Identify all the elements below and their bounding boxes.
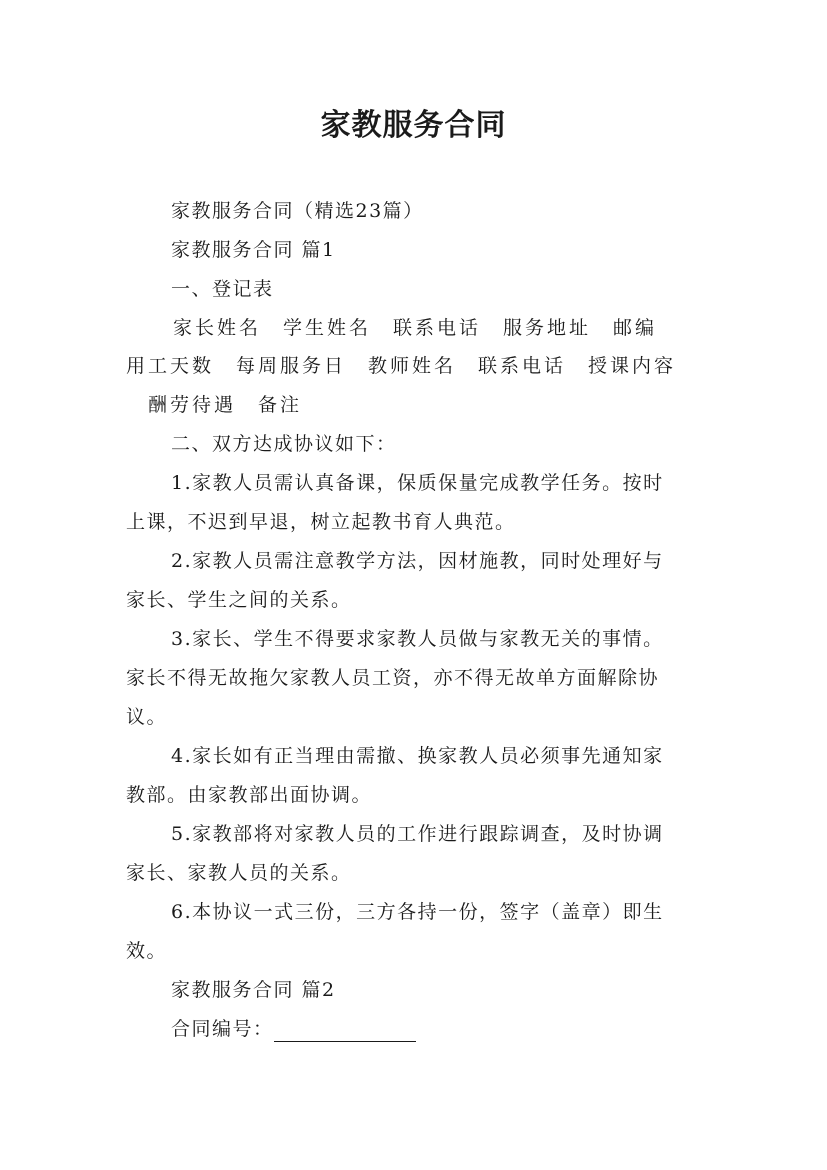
contract-number-row: [171, 1016, 416, 1042]
document-title: 家教服务合同: [320, 108, 507, 143]
clause-5-line-2: 家长、家教人员的关系。: [126, 862, 352, 884]
clause-1-line-1: 1.家教人员需认真备课，保质保量完成教学任务。按时: [171, 472, 664, 494]
article-1-heading: 家教服务合同 篇1: [171, 239, 336, 261]
clause-6-line-2: 效。: [126, 940, 168, 962]
clause-5-line-1: 5.家教部将对家教人员的工作进行跟踪调查，及时协调: [171, 823, 664, 845]
contract-number-label: 合同编号：: [171, 1018, 274, 1040]
clause-2-line-1: 2.家教人员需注意教学方法，因材施教，同时处理好与: [171, 550, 664, 572]
article-2-heading: 家教服务合同 篇2: [171, 979, 336, 1001]
clause-4-line-1: 4.家长如有正当理由需撤、换家教人员必须事先通知家: [171, 745, 664, 767]
clause-1-line-2: 上课，不迟到早退，树立起教书育人典范。: [126, 511, 516, 533]
clause-4-line-2: 教部。由家教部出面协调。: [126, 784, 373, 806]
intro-line: 家教服务合同（精选23篇）: [171, 200, 424, 222]
section-2-heading: 二、双方达成协议如下：: [171, 433, 397, 455]
register-row-3: 酬劳待遇 备注: [148, 394, 303, 416]
register-row-2: 用工天数 每周服务日 教师姓名 联系电话 授课内容: [126, 355, 677, 377]
contract-number-blank: [274, 1021, 416, 1042]
clause-3-line-1: 3.家长、学生不得要求家教人员做与家教无关的事情。: [171, 628, 664, 650]
register-row-1: 家长姓名 学生姓名 联系电话 服务地址 邮编: [173, 317, 658, 339]
section-1-heading: 一、登记表: [171, 278, 274, 300]
clause-6-line-1: 6.本协议一式三份，三方各持一份，签字（盖章）即生: [171, 901, 664, 923]
clause-3-line-3: 议。: [126, 706, 168, 728]
clause-2-line-2: 家长、学生之间的关系。: [126, 589, 352, 611]
clause-3-line-2: 家长不得无故拖欠家教人员工资，亦不得无故单方面解除协: [126, 667, 660, 689]
